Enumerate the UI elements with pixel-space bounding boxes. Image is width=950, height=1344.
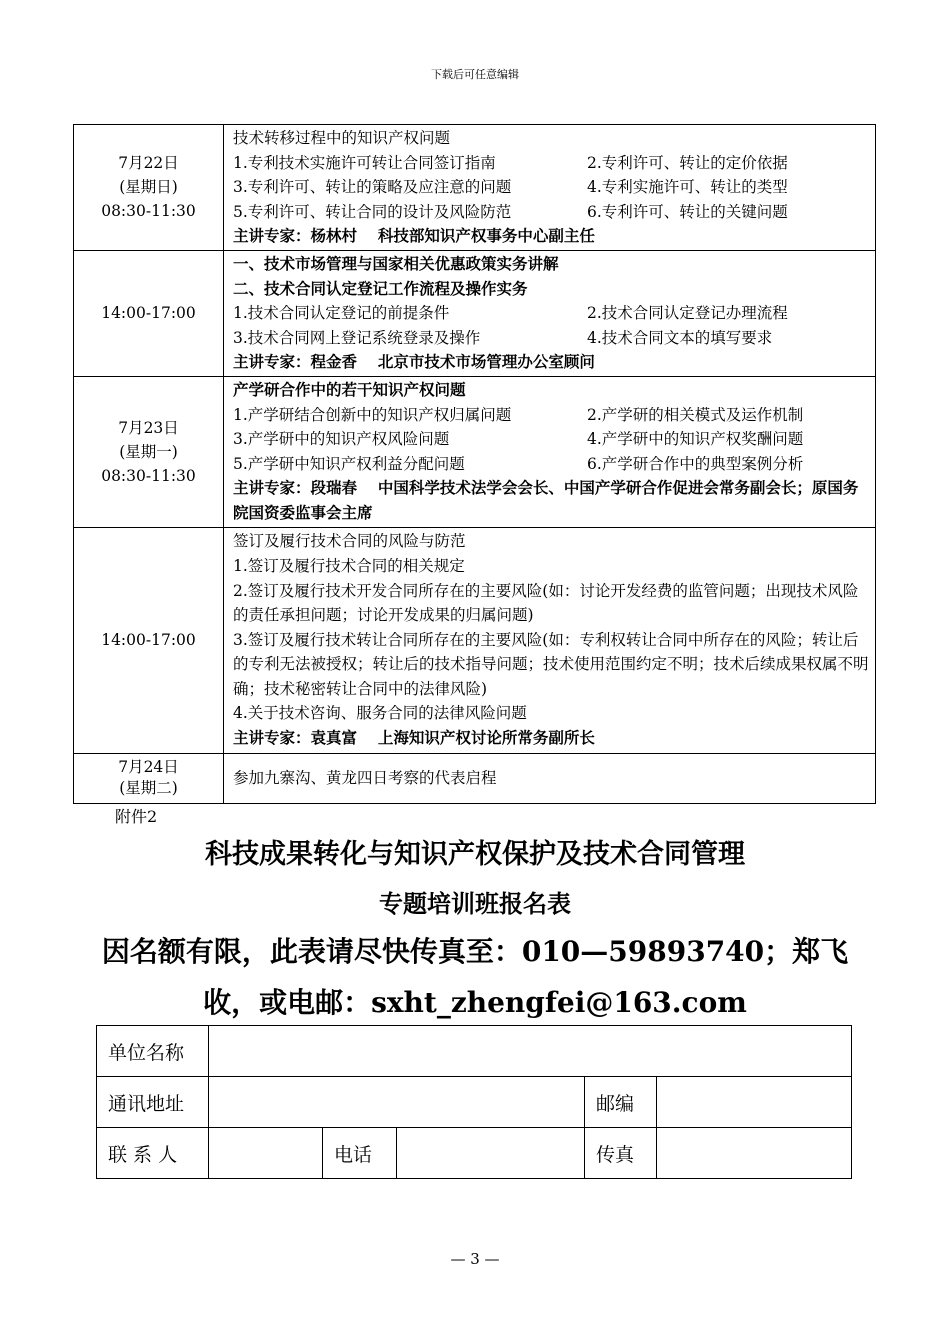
topic-pair <box>233 403 869 428</box>
session-date: 7月23日 <box>118 418 179 437</box>
form-title: 科技成果转化与知识产权保护及技术合同管理 <box>205 839 745 870</box>
session-note: 参加九寨沟、黄龙四日考察的代表启程 <box>233 768 497 787</box>
contact-label: 联 系 人 <box>97 1128 209 1179</box>
session-hours: 14:00-17:00 <box>101 631 196 649</box>
topic-item: 2.产学研的相关模式及运作机制 <box>587 405 804 424</box>
topic-item: 2.专利许可、转让的定价依据 <box>587 153 788 172</box>
session-time <box>74 753 224 803</box>
schedule-row <box>74 250 876 376</box>
fax-field[interactable] <box>657 1128 852 1179</box>
session-title: 二、技术合同认定登记工作流程及操作实务 <box>233 278 528 298</box>
topic-item: 3.专利许可、转让的策略及应注意的问题 <box>233 178 512 197</box>
form-row <box>97 1077 852 1128</box>
unit-name-field[interactable] <box>209 1026 852 1077</box>
topic-item: 3.签订及履行技术转让合同所存在的主要风险(如：专利权转让合同中所存在的风险；转让后的专利无法被授权；转让后的技术指导问题；技术使用范围约定不明；技术后续成果权属不明确；技术秘密转让合同中的法律风险) <box>233 630 869 698</box>
fax-instruction: 因名额有限，此表请尽快传真至：010—59893740；郑飞 <box>101 935 849 968</box>
session-content <box>224 125 876 251</box>
phone-label: 电话 <box>323 1128 397 1179</box>
session-hours: 08:30-11:30 <box>101 466 196 485</box>
topic-item: 2.技术合同认定登记办理流程 <box>587 304 788 323</box>
postcode-field[interactable] <box>657 1077 852 1128</box>
address-field[interactable] <box>209 1077 585 1128</box>
topic-item: 4.关于技术咨询、服务合同的法律风险问题 <box>233 704 527 723</box>
schedule-row <box>74 527 876 753</box>
session-content <box>224 753 876 803</box>
topic-item: 3.产学研中的知识产权风险问题 <box>233 430 450 449</box>
email-instruction: 收，或电邮：sxht_zhengfei@163.com <box>203 986 747 1019</box>
schedule-row <box>74 125 876 251</box>
session-weekday: (星期日) <box>119 178 178 197</box>
topic-pair <box>233 427 869 452</box>
header-note: 下载后可任意编辑 <box>431 68 519 81</box>
session-content <box>224 376 876 527</box>
topic-item: 2.签订及履行技术开发合同所存在的主要风险(如：讨论开发经费的监管问题；出现技术风险的责任承担问题；讨论开发成果的归属问题) <box>233 581 859 625</box>
session-content <box>224 527 876 753</box>
session-title: 产学研合作中的若干知识产权问题 <box>233 379 466 399</box>
address-label: 通讯地址 <box>97 1077 209 1128</box>
schedule-row <box>74 753 876 803</box>
topic-item: 1.技术合同认定登记的前提条件 <box>233 304 450 323</box>
topic-pair <box>233 175 869 200</box>
topic-pair <box>233 301 869 326</box>
topic-pair <box>233 200 869 225</box>
topic-pair <box>233 151 869 176</box>
topic-item: 3.技术合同网上登记系统登录及操作 <box>233 328 481 347</box>
session-speaker: 主讲专家：杨林村 科技部知识产权事务中心副主任 <box>233 226 595 246</box>
attachment-label: 附件2 <box>115 807 158 826</box>
session-time <box>74 250 224 376</box>
topic-item: 1.产学研结合创新中的知识产权归属问题 <box>233 405 512 424</box>
topic-item: 5.专利许可、转让合同的设计及风险防范 <box>233 202 512 221</box>
page-number: — 3 — <box>450 1250 500 1268</box>
form-row <box>97 1026 852 1077</box>
topic-item: 6.专利许可、转让的关键问题 <box>587 202 788 221</box>
session-content <box>224 250 876 376</box>
session-speaker: 主讲专家：程金香 北京市技术市场管理办公室顾问 <box>233 352 595 372</box>
form-subtitle: 专题培训班报名表 <box>379 889 571 918</box>
topic-item: 5.产学研中知识产权利益分配问题 <box>233 454 465 473</box>
session-speaker: 主讲专家：袁真富 上海知识产权讨论所常务副所长 <box>233 728 595 748</box>
fax-label: 传真 <box>585 1128 657 1179</box>
session-time <box>74 376 224 527</box>
schedule-row <box>74 376 876 527</box>
postcode-label: 邮编 <box>585 1077 657 1128</box>
topic-pair <box>233 452 869 477</box>
unit-name-label: 单位名称 <box>97 1026 209 1077</box>
session-speaker: 主讲专家：段瑞春 中国科学技术法学会会长、中国产学研合作促进会常务副会长；原国务院国资委监事会主席 <box>233 478 859 522</box>
topic-item: 4.专利实施许可、转让的类型 <box>587 178 788 197</box>
topic-item: 4.技术合同文本的填写要求 <box>587 328 773 347</box>
session-title: 技术转移过程中的知识产权问题 <box>233 129 451 147</box>
session-time <box>74 125 224 251</box>
topic-item: 1.签订及履行技术合同的相关规定 <box>233 556 465 575</box>
topic-item: 4.产学研中的知识产权奖酬问题 <box>587 430 804 449</box>
session-date: 7月24日 <box>118 758 179 776</box>
session-weekday: (星期一) <box>119 442 178 461</box>
phone-field[interactable] <box>397 1128 585 1179</box>
session-hours: 14:00-17:00 <box>101 304 196 323</box>
topic-pair <box>233 326 869 351</box>
session-title: 一、技术市场管理与国家相关优惠政策实务讲解 <box>233 253 559 273</box>
topic-item: 6.产学研合作中的典型案例分析 <box>587 454 804 473</box>
session-title: 签订及履行技术合同的风险与防范 <box>233 532 466 551</box>
contact-field[interactable] <box>209 1128 323 1179</box>
schedule-table <box>73 124 876 804</box>
registration-form <box>96 1025 852 1179</box>
topic-item: 1.专利技术实施许可转让合同签订指南 <box>233 153 496 172</box>
form-row <box>97 1128 852 1179</box>
session-hours: 08:30-11:30 <box>101 202 196 221</box>
session-time <box>74 527 224 753</box>
session-weekday: (星期二) <box>119 779 178 797</box>
session-date: 7月22日 <box>118 154 179 173</box>
